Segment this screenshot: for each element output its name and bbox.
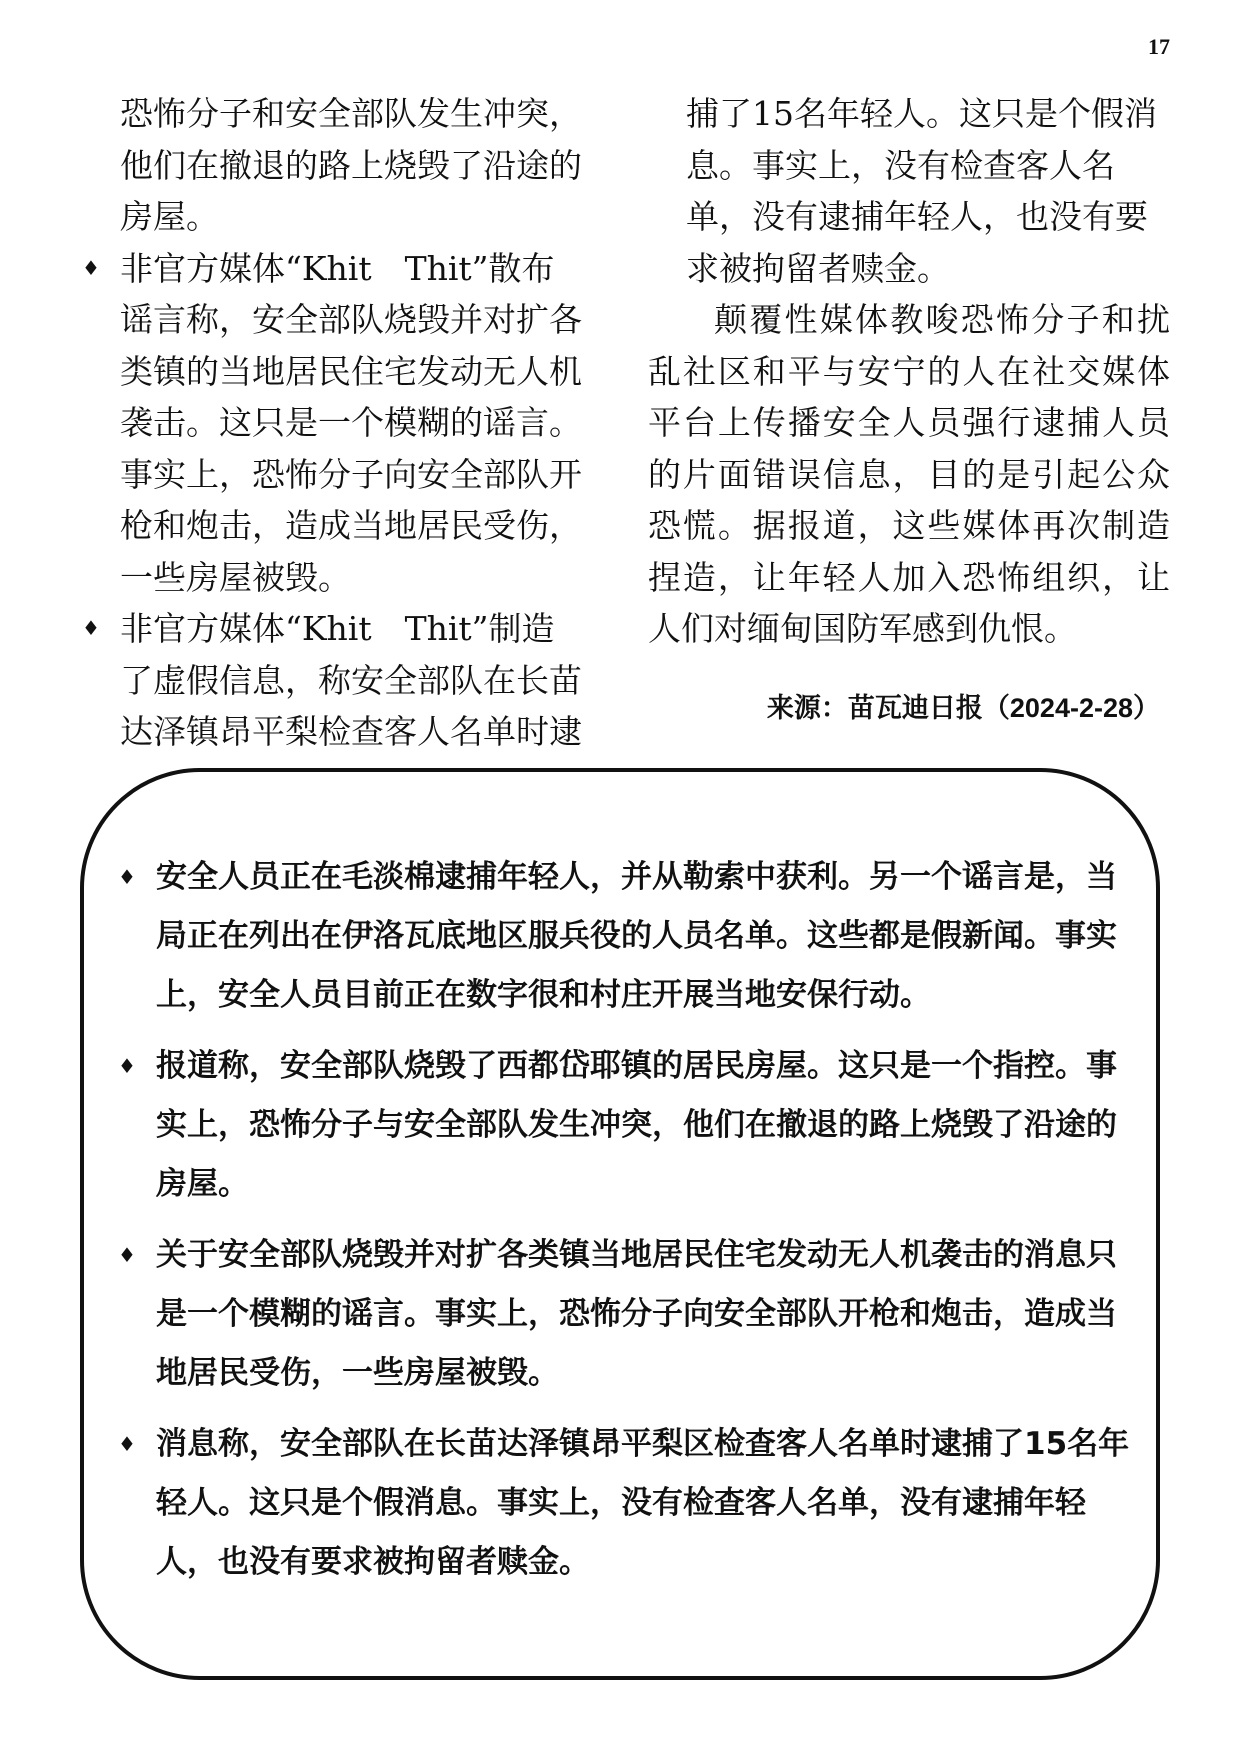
- text-line: 恐怖分子和安全部队发生冲突，: [120, 94, 582, 133]
- diamond-bullet-icon: ♦: [118, 865, 136, 889]
- list-item: [82, 243, 617, 604]
- text-line: 事实上，恐怖分子向安全部队开: [120, 454, 582, 494]
- summary-item: [118, 1226, 1130, 1403]
- text-line: 类镇的当地居民住宅发动无人机: [120, 351, 582, 391]
- text-line: 单，没有逮捕年轻人，也没有要: [686, 197, 1148, 236]
- summary-list: [118, 848, 1130, 1604]
- text-line: 捕了15名年轻人。这只是个假消: [686, 94, 1157, 133]
- text-line: 房屋。: [120, 197, 219, 236]
- diamond-bullet-icon: ♦: [118, 1054, 136, 1078]
- text-line: 一些房屋被毁。: [120, 557, 351, 597]
- text-line: 息。事实上，没有检查客人名: [686, 145, 1115, 185]
- right-continuation: [648, 88, 1170, 294]
- list-item: [82, 603, 617, 758]
- left-column: [82, 88, 617, 758]
- text-line: 枪和炮击，造成当地居民受伤，: [120, 506, 582, 545]
- source-citation: 来源：苗瓦迪日报（2024-2-28）: [766, 692, 1160, 723]
- text-line: 谣言称，安全部队烧毁并对扩各: [120, 300, 582, 339]
- left-continuation: [82, 88, 617, 243]
- text-line: 达泽镇昂平梨检查客人名单时逮: [120, 712, 582, 751]
- summary-item-text: 报道称，安全部队烧毁了西都岱耶镇的居民房屋。这只是一个指控。事实上，恐怖分子与安全部队发生冲突，他们在撤退的路上烧毁了沿途的房屋。: [156, 1048, 1117, 1202]
- diamond-bullet-icon: ♦: [82, 616, 100, 640]
- text-line: 求被拘留者赎金。: [686, 248, 950, 288]
- body-paragraph: 颠覆性媒体教唆恐怖分子和扰乱社区和平与安宁的人在社交媒体平台上传播安全人员强行逮捕人员的片面错误信息，目的是引起公众恐慌。据报道，这些媒体再次制造捏造，让年轻人加入恐怖组织，让人们对缅甸国防军感到仇恨。: [648, 300, 1170, 648]
- summary-item-text: 关于安全部队烧毁并对扩各类镇当地居民住宅发动无人机袭击的消息只是一个模糊的谣言。事实上，恐怖分子向安全部队开枪和炮击，造成当地居民受伤，一些房屋被毁。: [156, 1237, 1117, 1391]
- summary-item: [118, 1037, 1130, 1214]
- summary-item-text: 消息称，安全部队在长苗达泽镇昂平梨区检查客人名单时逮捕了15名年轻人。这只是个假消息。事实上，没有检查客人名单，没有逮捕年轻人，也没有要求被拘留者赎金。: [156, 1426, 1130, 1580]
- text-line: 非官方媒体“Khit Thit”制造: [120, 609, 555, 648]
- summary-item-text: 安全人员正在毛淡棉逮捕年轻人，并从勒索中获利。另一个谣言是，当局正在列出在伊洛瓦底地区服兵役的人员名单。这些都是假新闻。事实上，安全人员目前正在数字很和村庄开展当地安保行动。: [156, 859, 1117, 1013]
- diamond-bullet-icon: ♦: [118, 1243, 136, 1267]
- text-line: 了虚假信息，称安全部队在长苗: [120, 660, 582, 700]
- text-line: 非官方媒体“Khit Thit”散布: [120, 248, 555, 288]
- diamond-bullet-icon: ♦: [82, 255, 100, 280]
- summary-item: [118, 1415, 1130, 1592]
- right-column: [648, 88, 1170, 734]
- text-line: 袭击。这只是一个模糊的谣言。: [120, 403, 582, 442]
- summary-item: [118, 848, 1130, 1025]
- text-line: 他们在撤退的路上烧毁了沿途的: [120, 145, 582, 185]
- diamond-bullet-icon: ♦: [118, 1432, 136, 1456]
- page-number: 17: [1148, 34, 1170, 59]
